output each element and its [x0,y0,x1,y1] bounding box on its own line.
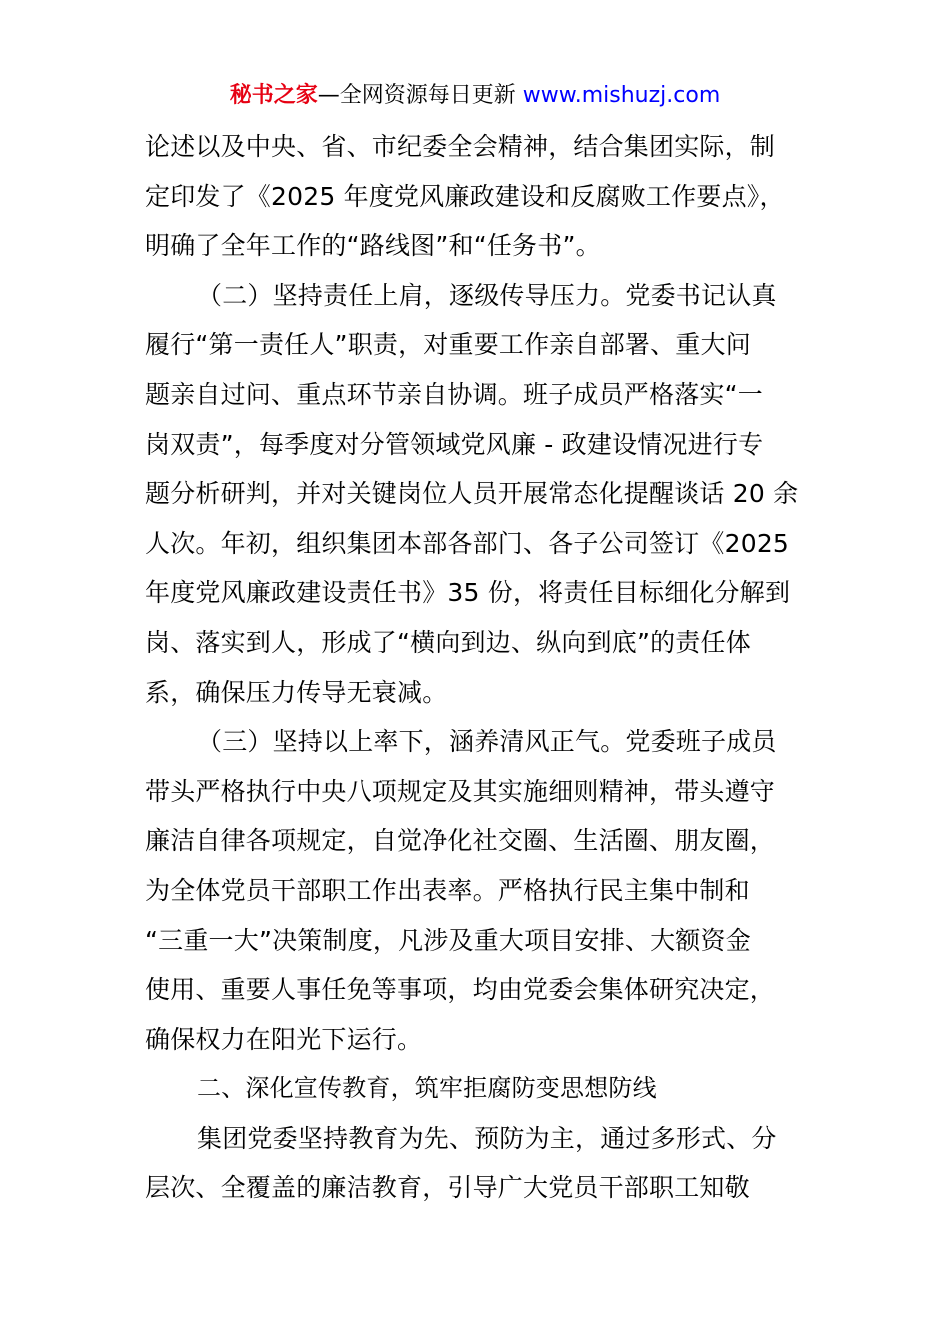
text-line: 履行“第一责任人”职责，对重要工作亲自部署、重大问 [145,330,751,360]
text-line: 确保权力在阳光下运行。 [145,1024,423,1054]
text-line: “三重一大”决策制度，凡涉及重大项目安排、大额资金 [145,925,751,955]
paragraph-start-line: 集团党委坚持教育为先、预防为主，通过多形式、分 [197,1123,777,1153]
page-header [0,80,950,112]
paragraph-start-line: （二）坚持责任上肩，逐级传导压力。党委书记认真 [197,280,777,310]
text-line: 年度党风廉政建设责任书》35 份，将责任目标细化分解到 [145,578,791,608]
text-line: 层次、全覆盖的廉洁教育，引导广大党员干部职工知敬 [145,1173,750,1203]
text-line: 题亲自过问、重点环节亲自协调。班子成员严格落实“一 [145,379,763,409]
text-line: 论述以及中央、省、市纪委全会精神，结合集团实际，制 [145,132,776,161]
header-tagline: —全网资源每日更新 [317,83,516,108]
text-line: 使用、重要人事任免等事项，均由党委会集体研究决定， [145,975,776,1005]
text-line: 为全体党员干部职工作出表率。严格执行民主集中制和 [145,875,750,905]
text-line: 岗双责”，每季度对分管领域党风廉 - 政建设情况进行专 [145,429,764,459]
text-line: 明确了全年工作的“路线图”和“任务书”。 [145,231,601,261]
document-body [145,122,805,1213]
text-line: 人次。年初，组织集团本部各部门、各子公司签订《2025 [145,528,790,558]
text-line: 带头严格执行中央八项规定及其实施细则精神，带头遵守 [145,776,776,806]
site-link[interactable]: www.mishuzj.com [522,83,721,108]
paragraph-start-line: （三）坚持以上率下，涵养清风正气。党委班子成员 [197,727,777,757]
text-line: 系，确保压力传导无衰减。 [145,677,448,707]
text-line: 题分析研判，并对关键岗位人员开展常态化提醒谈话 20 余 [145,479,799,509]
text-line: 廉洁自律各项规定，自觉净化社交圈、生活圈、朋友圈， [145,826,776,856]
text-line: 岗、落实到人，形成了“横向到边、纵向到底”的责任体 [145,627,751,657]
brand-name: 秘书之家 [229,83,318,108]
section-heading: 二、深化宣传教育，筑牢拒腐防变思想防线 [197,1074,657,1103]
text-line: 定印发了《2025 年度党风廉政建设和反腐败工作要点》， [145,181,785,211]
